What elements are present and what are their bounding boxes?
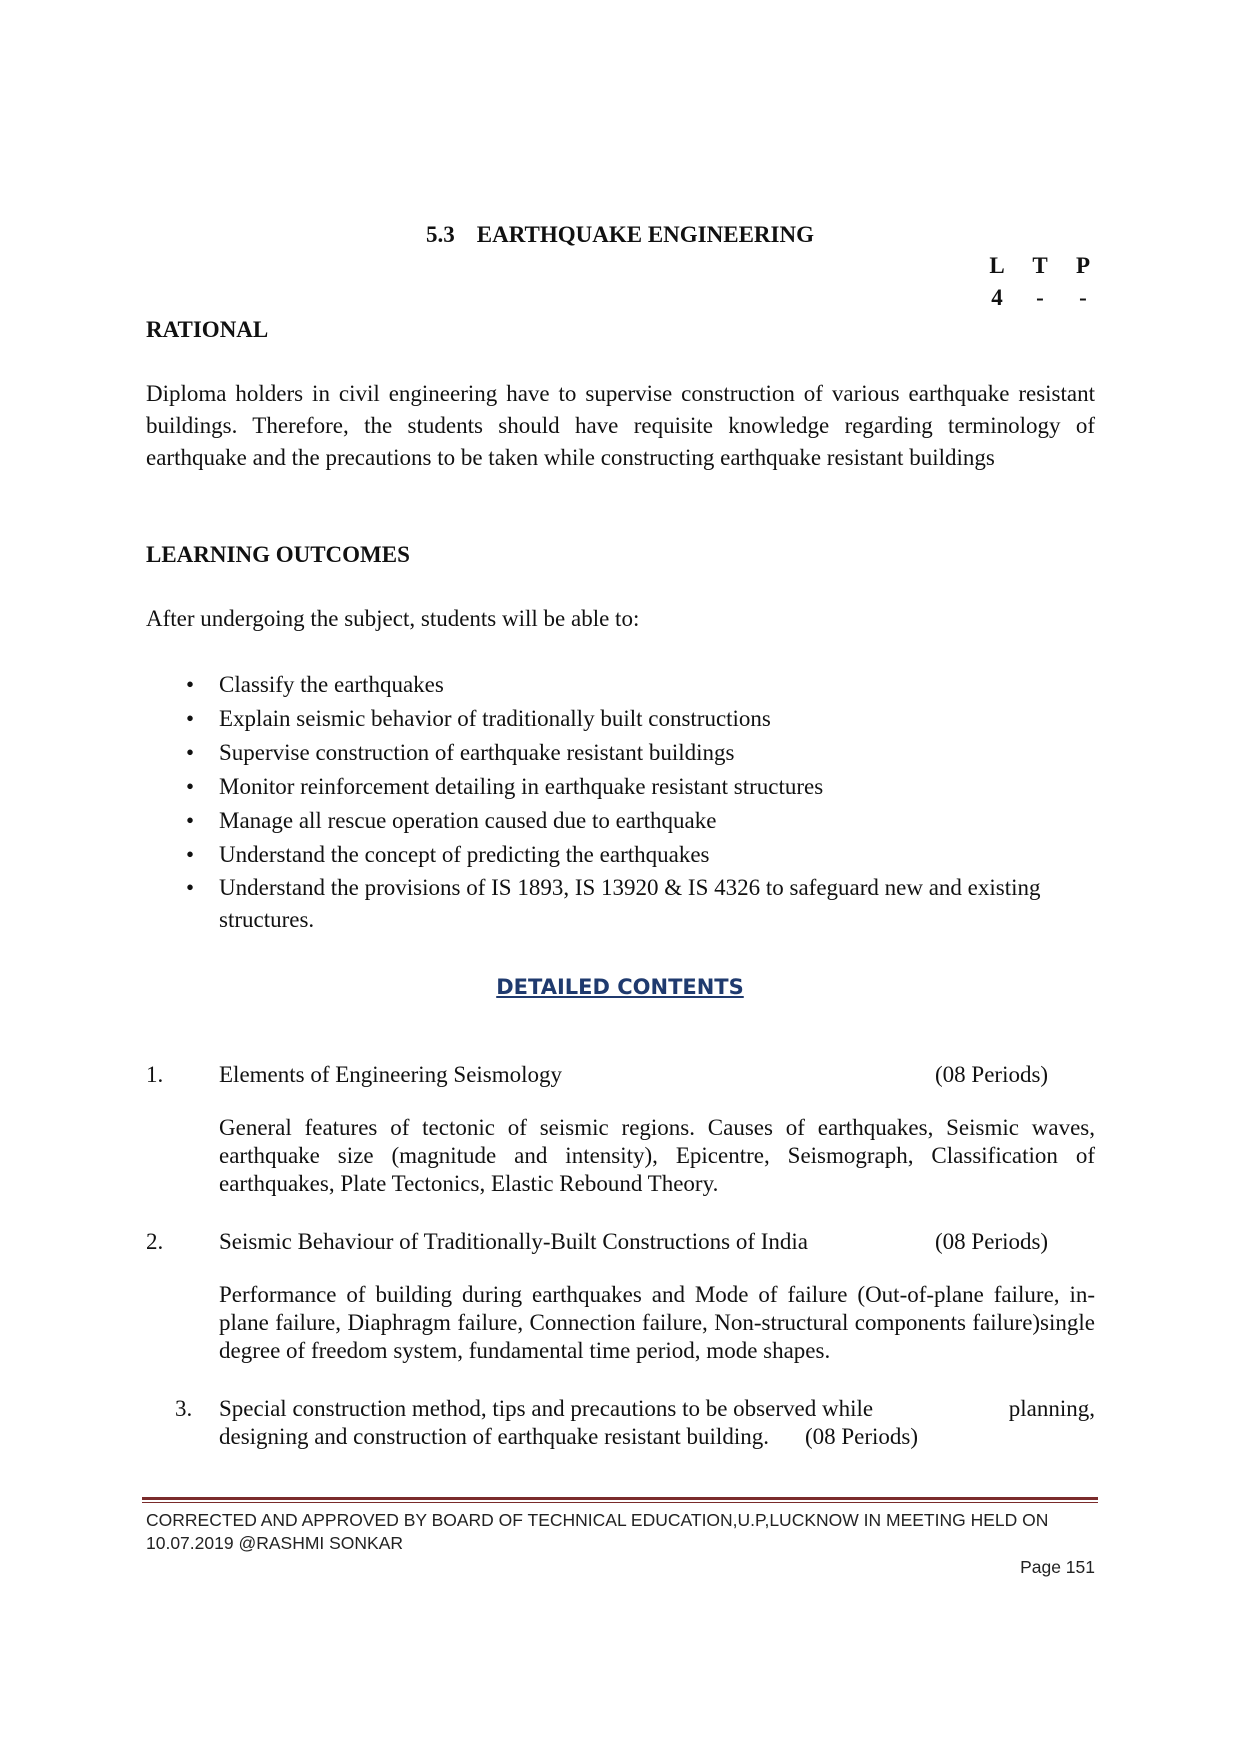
bullet-icon: • xyxy=(186,706,195,731)
list-item xyxy=(146,872,1095,936)
rational-text: Diploma holders in civil engineering have to supervise construction of various earthquake resistant buildings. Therefore, the students should have requisite knowledge regarding terminology of earthquake and the precautions to be taken while constructing earthquake resistant buildings xyxy=(146,381,1095,470)
content-item-periods: (08 Periods) xyxy=(935,1062,1049,1087)
bullet-icon: • xyxy=(186,842,195,867)
content-item-line xyxy=(219,1396,1095,1422)
section-title-text: EARTHQUAKE ENGINEERING xyxy=(476,222,814,247)
footer-text: CORRECTED AND APPROVED BY BOARD OF TECHNICAL EDUCATION,U.P,LUCKNOW IN MEETING HELD ON 10.07.2019 @RASHMI SONKAR xyxy=(146,1510,1049,1553)
list-item xyxy=(146,736,1095,770)
learning-outcomes-heading: LEARNING OUTCOMES xyxy=(146,542,410,567)
list-item xyxy=(146,770,1095,804)
content-item-number: 2. xyxy=(146,1229,164,1254)
ltp-value-t: - xyxy=(1036,285,1044,310)
content-item-body: Performance of building during earthquakes and Mode of failure (Out-of-plane failure, in-plane failure, Diaphragm failure, Connection failure, Non-structural components failure)single degree of freedom system, fundamental time period, mode shapes. xyxy=(219,1282,1095,1363)
content-item-text: Special construction method, tips and precautions to be observed while xyxy=(219,1396,874,1421)
bullet-icon: • xyxy=(186,774,195,799)
ltp-header-l: L xyxy=(989,253,1005,278)
list-item-text: Understand the concept of predicting the earthquakes xyxy=(219,842,710,867)
section-number: 5.3 xyxy=(426,222,455,247)
content-item-number: 1. xyxy=(146,1062,164,1087)
list-item-text: Understand the provisions of IS 1893, IS 13920 & IS 4326 to safeguard new and existing structures. xyxy=(219,875,1041,932)
learning-outcomes-intro: After undergoing the subject, students will be able to: xyxy=(146,606,640,631)
list-item-text: Classify the earthquakes xyxy=(219,672,444,697)
content-item-body: General features of tectonic of seismic regions. Causes of earthquakes, Seismic waves, earthquake size (magnitude and intensity), Epicentre, Seismograph, Classification of earthquakes, Plate Tectonics, Elastic Rebound Theory. xyxy=(219,1115,1095,1196)
list-item xyxy=(146,838,1095,872)
bullet-icon: • xyxy=(186,875,195,900)
content-item-text: designing and construction of earthquake resistant building. xyxy=(219,1424,769,1449)
content-item-title: Elements of Engineering Seismology xyxy=(219,1062,563,1087)
content-item-title: Seismic Behaviour of Traditionally-Built Constructions of India xyxy=(219,1229,809,1254)
content-item-number: 3. xyxy=(175,1396,193,1421)
learning-outcomes-list xyxy=(146,668,1095,936)
footer-divider xyxy=(142,1497,1098,1504)
ltp-headers xyxy=(985,253,1095,279)
content-item-periods: (08 Periods) xyxy=(804,1424,919,1449)
list-item-text: Supervise construction of earthquake resistant buildings xyxy=(219,740,735,765)
ltp-header-t: T xyxy=(1032,253,1048,278)
rational-heading: RATIONAL xyxy=(146,317,269,342)
bullet-icon: • xyxy=(186,740,195,765)
ltp-value-p: - xyxy=(1079,285,1087,310)
section-title xyxy=(0,222,1240,248)
content-item-periods: (08 Periods) xyxy=(935,1229,1049,1254)
ltp-values xyxy=(985,285,1095,311)
ltp-header-p: P xyxy=(1075,253,1091,278)
content-item-text: planning, xyxy=(1008,1396,1095,1421)
list-item-text: Manage all rescue operation caused due to earthquake xyxy=(219,808,717,833)
bullet-icon: • xyxy=(186,672,195,697)
footer-divider-thin xyxy=(142,1502,1098,1503)
content-item-line xyxy=(219,1424,918,1450)
list-item xyxy=(146,668,1095,702)
bullet-icon: • xyxy=(186,808,195,833)
list-item-text: Explain seismic behavior of traditionally built constructions xyxy=(219,706,771,731)
list-item xyxy=(146,702,1095,736)
ltp-value-l: 4 xyxy=(991,285,1003,310)
list-item-text: Monitor reinforcement detailing in earthquake resistant structures xyxy=(219,774,824,799)
detailed-contents-heading: DETAILED CONTENTS xyxy=(496,975,744,999)
page-number: Page 151 xyxy=(1020,1557,1095,1577)
list-item xyxy=(146,804,1095,838)
